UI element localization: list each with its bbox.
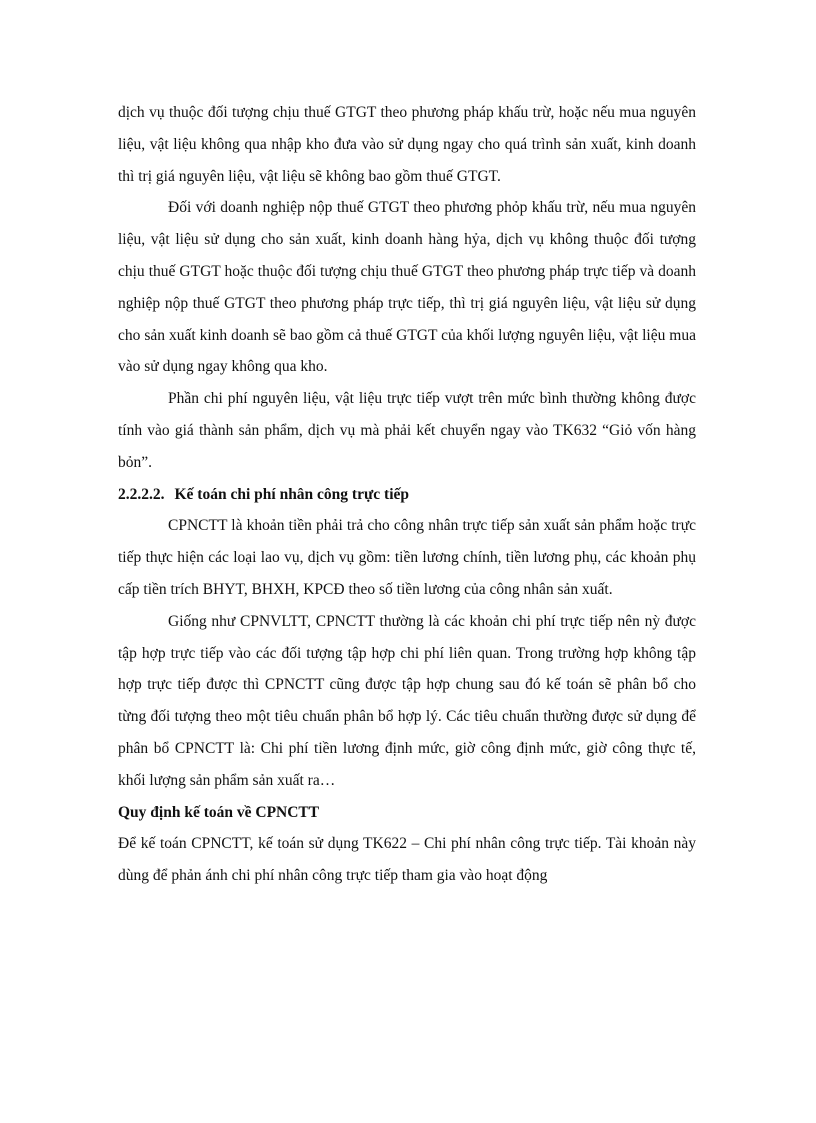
paragraph-excess-material-cost: Phần chi phí nguyên liệu, vật liệu trực tiếp vượt trên mức bình thường không được tính vào giá thành sản phẩm, dịch vụ mà phải kết chuyển ngay vào TK632 “Giỏ vốn hàng bỏn”.: [118, 390, 696, 471]
section-number: 2.2.2.2.: [118, 485, 165, 503]
section-heading: [118, 479, 696, 511]
document-page: [118, 97, 696, 892]
paragraph-vat-direct-method: Đối với doanh nghiệp nộp thuế GTGT theo phương phỏp khấu trừ, nếu mua nguyên liệu, vật liệu sử dụng cho sản xuất, kinh doanh hàng hỷa, dịch vụ không thuộc đối tượng chịu thuế GTGT hoặc thuộc đối tượng chịu thuế GTGT theo phương pháp trực tiếp và doanh nghiệp nộp thuế GTGT theo phương pháp trực tiếp, thì trị giá nguyên liệu, vật liệu sử dụng cho sản xuất kinh doanh sẽ bao gồm cả thuế GTGT của khối lượng nguyên liệu, vật liệu mua vào sử dụng ngay không qua kho.: [118, 199, 696, 376]
subsection-heading: Quy định kế toán về CPNCTT: [118, 803, 320, 821]
paragraph-cpnctt-definition: CPNCTT là khoản tiền phải trả cho công nhân trực tiếp sản xuất sản phẩm hoặc trực tiếp thực hiện các loại lao vụ, dịch vụ gồm: tiền lương chính, tiền lương phụ, các khoản phụ cấp tiền trích BHYT, BHXH, KPCĐ theo số tiền lương của công nhân sản xuất.: [118, 517, 696, 598]
paragraph-cpnctt-allocation: Giống như CPNVLTT, CPNCTT thường là các khoản chi phí trực tiếp nên nỳ được tập hợp trực tiếp vào các đối tượng tập hợp chi phí liên quan. Trong trường hợp không tập hợp trực tiếp được thì CPNCTT cũng được tập hợp chung sau đó kế toán sẽ phân bổ cho từng đối tượng theo một tiêu chuẩn phân bổ hợp lý. Các tiêu chuẩn thường được sử dụng để phân bổ CPNCTT là: Chi phí tiền lương định mức, giờ công định mức, giờ công thực tế, khối lượng sản phẩm sản xuất ra…: [118, 612, 696, 789]
paragraph-tk622: Để kế toán CPNCTT, kế toán sử dụng TK622 – Chi phí nhân công trực tiếp. Tài khoản này dùng để phản ánh chi phí nhân công trực tiếp tham gia vào hoạt động: [118, 835, 696, 885]
paragraph-vat-deduction-continued: dịch vụ thuộc đối tượng chịu thuế GTGT theo phương pháp khấu trừ, hoặc nếu mua nguyên liệu, vật liệu không qua nhập kho đưa vào sử dụng ngay cho quá trình sản xuất, kinh doanh thì trị giá nguyên liệu, vật liệu sẽ không bao gồm thuế GTGT.: [118, 104, 696, 185]
section-title: Kế toán chi phí nhân công trực tiếp: [174, 485, 409, 503]
